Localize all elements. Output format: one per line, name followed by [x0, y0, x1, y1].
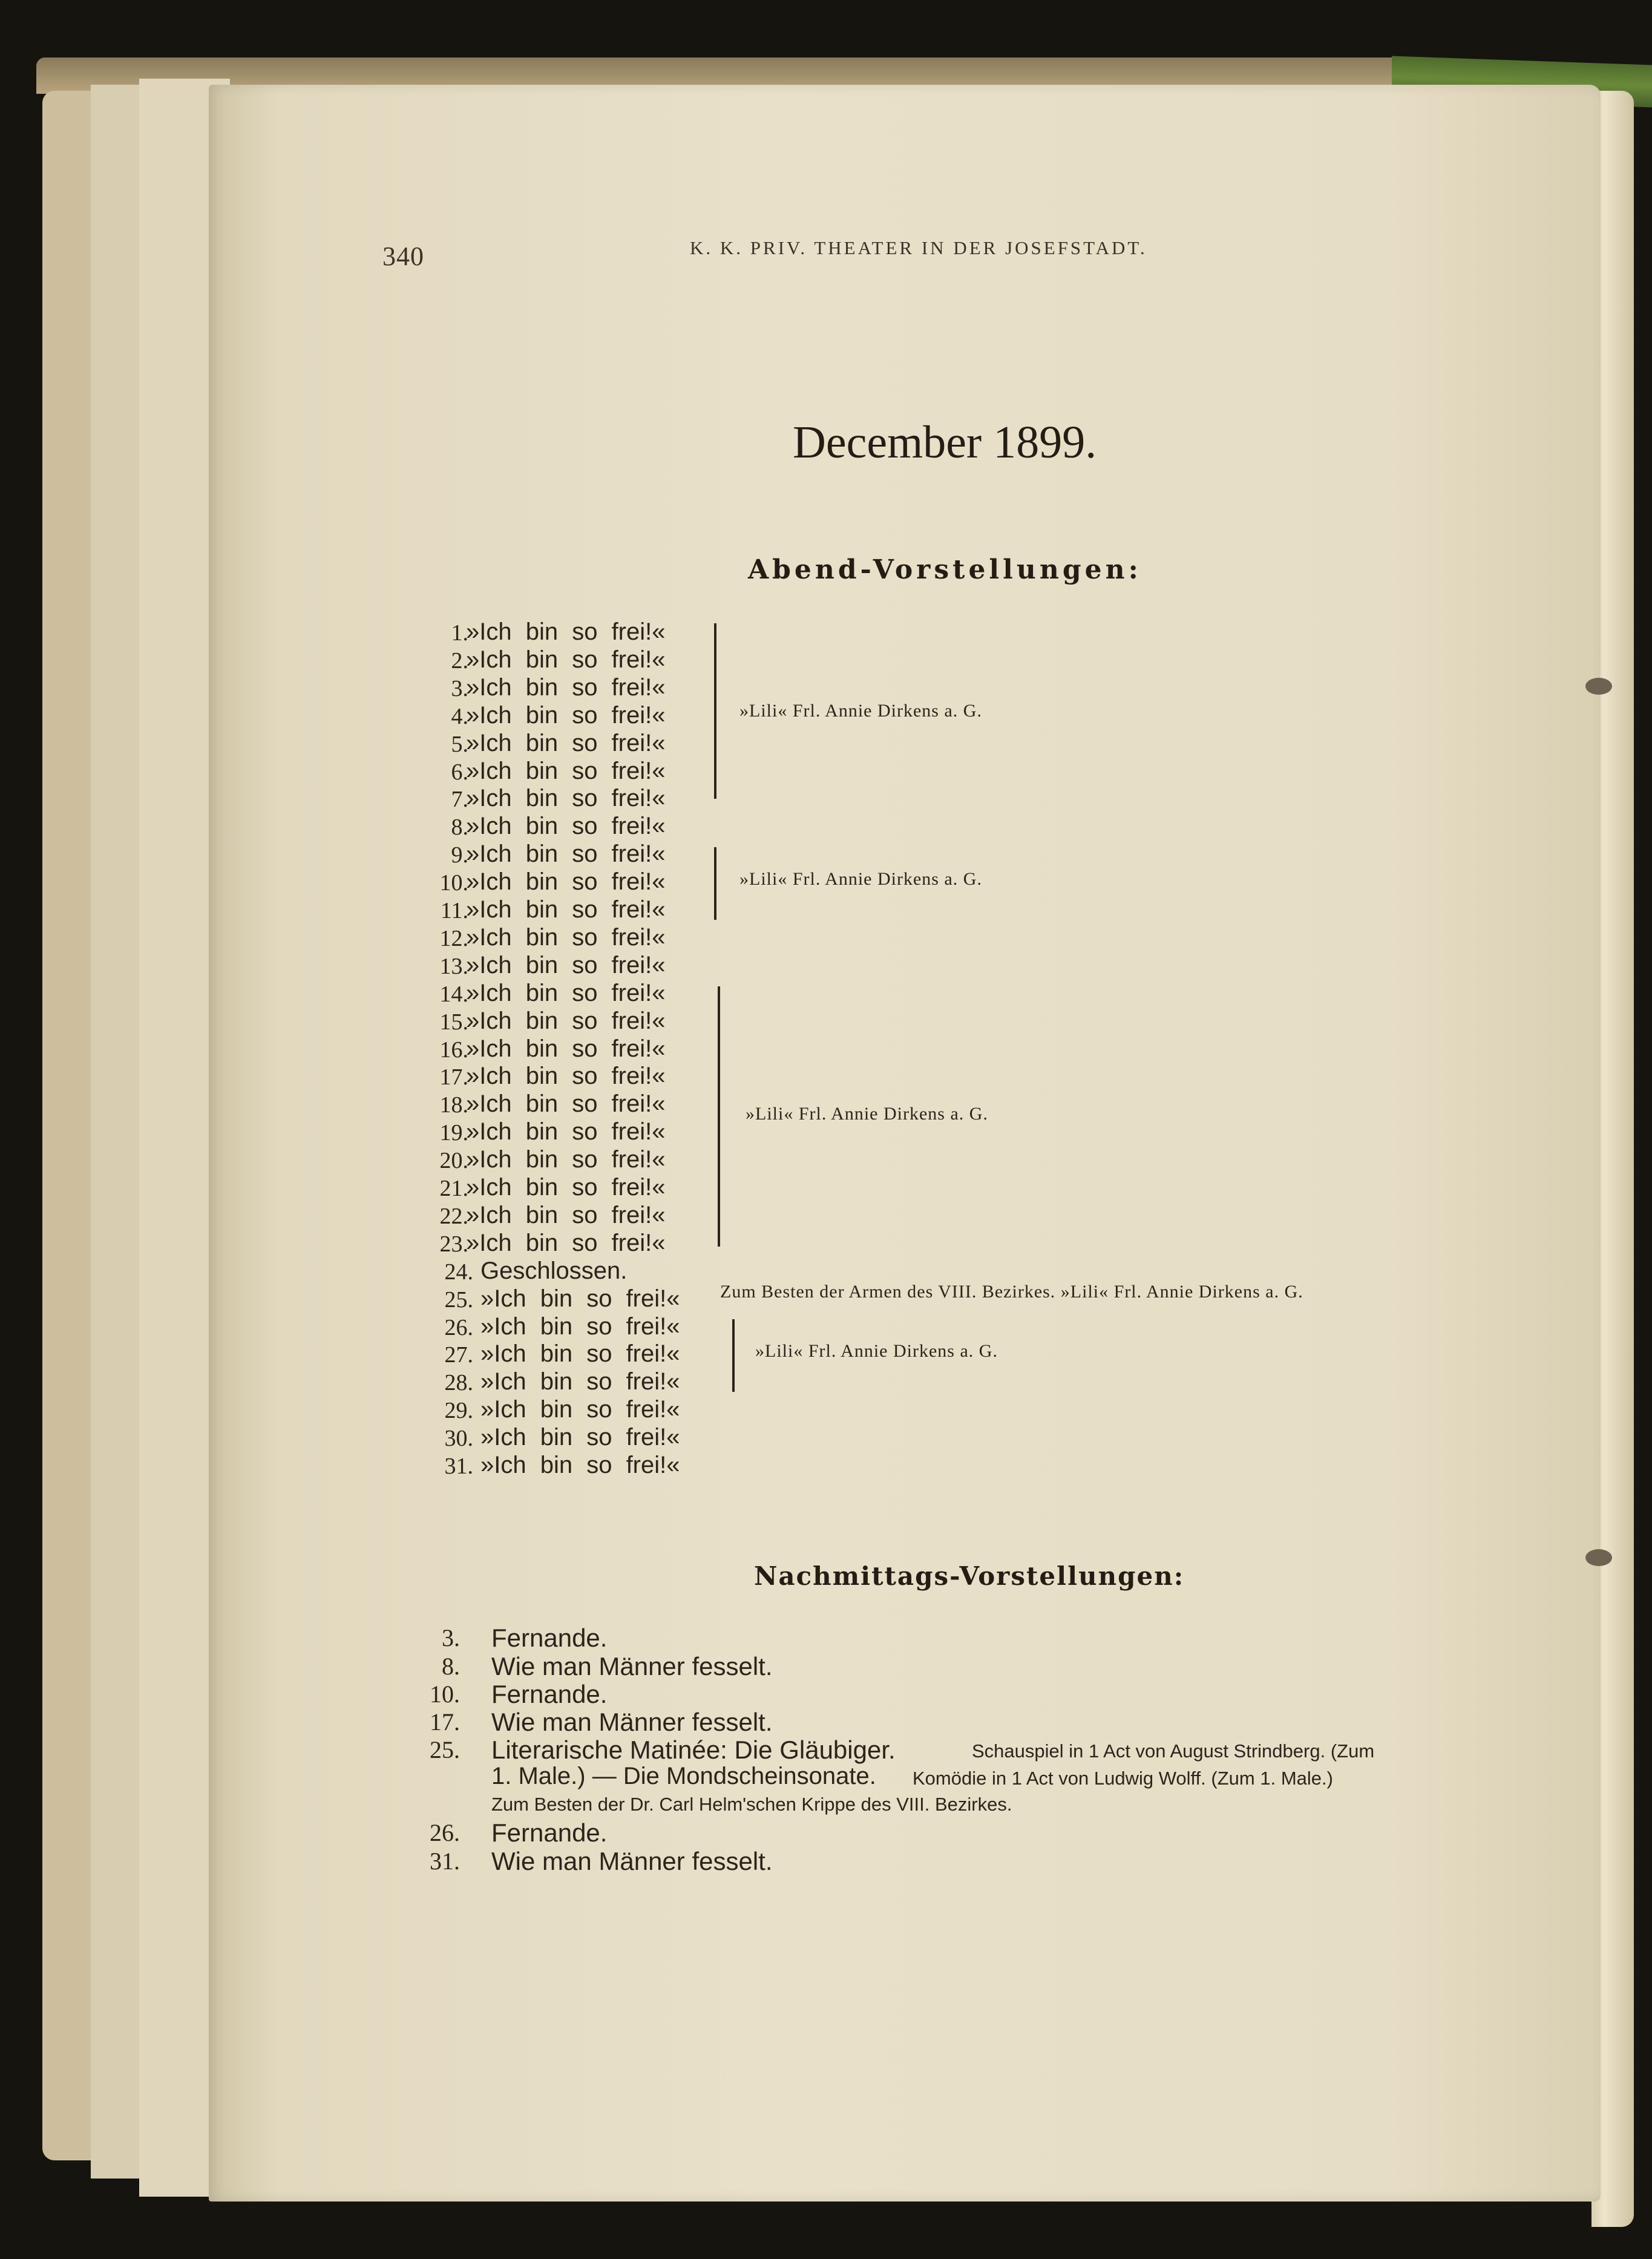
group-note-4: Zum Besten der Armen des VIII. Bezirkes. »Lili« Frl. Annie Dirkens a. G. [720, 1282, 1303, 1302]
evening-entry-title: »Ich bin so frei!« [466, 702, 666, 729]
evening-entry-number: 13. [439, 954, 468, 979]
evening-entry-title: »Ich bin so frei!« [480, 1368, 680, 1395]
afternoon-entry-detail: Schauspiel in 1 Act von August Strindberg. (Zum [972, 1740, 1375, 1762]
afternoon-entry-title: Fernande. [491, 1624, 608, 1652]
evening-entry-number: 6. [451, 759, 468, 785]
afternoon-entry-title: Wie man Männer fesselt. [491, 1847, 773, 1875]
evening-entry-title: »Ich bin so frei!« [466, 730, 666, 756]
evening-entry-number: 9. [451, 842, 468, 868]
evening-entry-number: 4. [451, 704, 468, 729]
evening-entry-title: »Ich bin so frei!« [480, 1396, 680, 1423]
afternoon-entry-number: 26. [430, 1819, 460, 1846]
evening-entry-title: »Ich bin so frei!« [466, 1174, 666, 1201]
evening-entry-title: »Ich bin so frei!« [466, 868, 666, 895]
afternoon-entry-number: 8. [442, 1653, 460, 1680]
evening-entry-title: »Ich bin so frei!« [480, 1452, 680, 1478]
evening-entry-number: 25. [444, 1287, 473, 1313]
evening-entry-title: »Ich bin so frei!« [466, 980, 666, 1006]
group-note-1: »Lili« Frl. Annie Dirkens a. G. [739, 701, 982, 721]
evening-entry-title: »Ich bin so frei!« [466, 618, 666, 645]
evening-entry-number: 24. [444, 1259, 473, 1285]
afternoon-entry-detail: Zum Besten der Dr. Carl Helm'schen Krippe des VIII. Bezirkes. [491, 1794, 1012, 1815]
evening-entry-title: »Ich bin so frei!« [466, 1118, 666, 1145]
evening-entry-title: »Ich bin so frei!« [466, 813, 666, 839]
evening-entry-number: 16. [439, 1037, 468, 1063]
evening-entry-title: »Ich bin so frei!« [480, 1424, 680, 1451]
evening-entry-number: 28. [444, 1370, 473, 1395]
evening-entry-title: »Ich bin so frei!« [466, 1063, 666, 1089]
evening-entry-title: Geschlossen. [480, 1257, 628, 1284]
evening-entry-number: 17. [439, 1064, 468, 1090]
evening-entry-number: 11. [440, 898, 468, 923]
evening-entry-title: »Ich bin so frei!« [480, 1313, 680, 1340]
page-number: 340 [382, 241, 424, 271]
evening-entry-number: 12. [439, 926, 468, 951]
group-note-5: »Lili« Frl. Annie Dirkens a. G. [755, 1341, 998, 1361]
group-note-3: »Lili« Frl. Annie Dirkens a. G. [746, 1104, 988, 1124]
afternoon-entry-title: Literarische Matinée: Die Gläubiger. [491, 1736, 896, 1764]
evening-entry-number: 10. [439, 870, 468, 896]
afternoon-entry-number: 17. [430, 1708, 460, 1736]
evening-entry-title: »Ich bin so frei!« [466, 1202, 666, 1228]
evening-entry-title: »Ich bin so frei!« [466, 1035, 666, 1062]
afternoon-entry-number: 31. [430, 1848, 460, 1875]
evening-entry-title: »Ich bin so frei!« [466, 1146, 666, 1173]
group-note-2: »Lili« Frl. Annie Dirkens a. G. [739, 869, 982, 889]
afternoon-entry-title: Wie man Männer fesselt. [491, 1708, 773, 1736]
evening-entry-title: »Ich bin so frei!« [466, 758, 666, 784]
evening-entry-number: 1. [451, 620, 468, 646]
brace-group-4 [732, 1319, 735, 1392]
afternoon-entry-number: 3. [442, 1624, 460, 1651]
afternoon-entry-title: Wie man Männer fesselt. [491, 1652, 773, 1680]
brace-group-2 [714, 847, 716, 920]
evening-heading: Abend-Vorstellungen: [748, 554, 1142, 585]
evening-entry-title: »Ich bin so frei!« [466, 785, 666, 811]
evening-entry-title: »Ich bin so frei!« [466, 646, 666, 673]
evening-entry-number: 29. [444, 1398, 473, 1423]
afternoon-entry-title: Fernande. [491, 1680, 608, 1708]
evening-entry-number: 8. [451, 815, 468, 840]
evening-entry-title: »Ich bin so frei!« [466, 841, 666, 867]
evening-entry-title: »Ich bin so frei!« [466, 674, 666, 701]
afternoon-entry-title: Fernande. [491, 1818, 608, 1847]
binding-thread-knot [1585, 1549, 1612, 1566]
evening-entry-number: 30. [444, 1426, 473, 1451]
afternoon-entry-number: 10. [430, 1680, 460, 1708]
brace-group-1 [714, 623, 716, 799]
evening-entry-number: 23. [439, 1231, 468, 1257]
binding-thread-knot [1585, 678, 1612, 695]
evening-entry-number: 27. [444, 1342, 473, 1368]
evening-entry-title: »Ich bin so frei!« [466, 924, 666, 951]
running-title: K. K. PRIV. THEATER IN DER JOSEFSTADT. [690, 237, 1147, 258]
evening-entry-number: 31. [444, 1454, 473, 1479]
evening-entry-number: 2. [451, 648, 468, 674]
evening-entry-number: 14. [439, 982, 468, 1007]
evening-entry-number: 5. [451, 732, 468, 757]
evening-entry-title: »Ich bin so frei!« [466, 1008, 666, 1034]
evening-entry-number: 15. [439, 1009, 468, 1035]
evening-entry-title: »Ich bin so frei!« [466, 1230, 666, 1256]
evening-entry-number: 20. [439, 1148, 468, 1173]
evening-entry-number: 3. [451, 676, 468, 701]
evening-entry-title: »Ich bin so frei!« [466, 896, 666, 923]
evening-entry-number: 19. [439, 1120, 468, 1146]
evening-entry-number: 7. [451, 787, 468, 812]
evening-entry-number: 26. [444, 1315, 473, 1340]
evening-entry-title: »Ich bin so frei!« [480, 1340, 680, 1367]
evening-entry-title: »Ich bin so frei!« [466, 1090, 666, 1117]
evening-entry-title: »Ich bin so frei!« [466, 952, 666, 979]
evening-entry-title: »Ich bin so frei!« [480, 1285, 680, 1312]
afternoon-entry-title: 1. Male.) — Die Mondscheinsonate. [491, 1763, 876, 1789]
page-title: December 1899. [793, 417, 1097, 468]
evening-entry-number: 22. [439, 1204, 468, 1229]
afternoon-heading: Nachmittags-Vorstellungen: [754, 1561, 1185, 1591]
afternoon-entry-number: 25. [430, 1736, 460, 1763]
evening-entry-number: 18. [439, 1092, 468, 1118]
evening-entry-number: 21. [439, 1176, 468, 1201]
brace-group-3 [718, 986, 720, 1247]
afternoon-entry-detail: Komödie in 1 Act von Ludwig Wolff. (Zum 1. Male.) [913, 1768, 1333, 1789]
